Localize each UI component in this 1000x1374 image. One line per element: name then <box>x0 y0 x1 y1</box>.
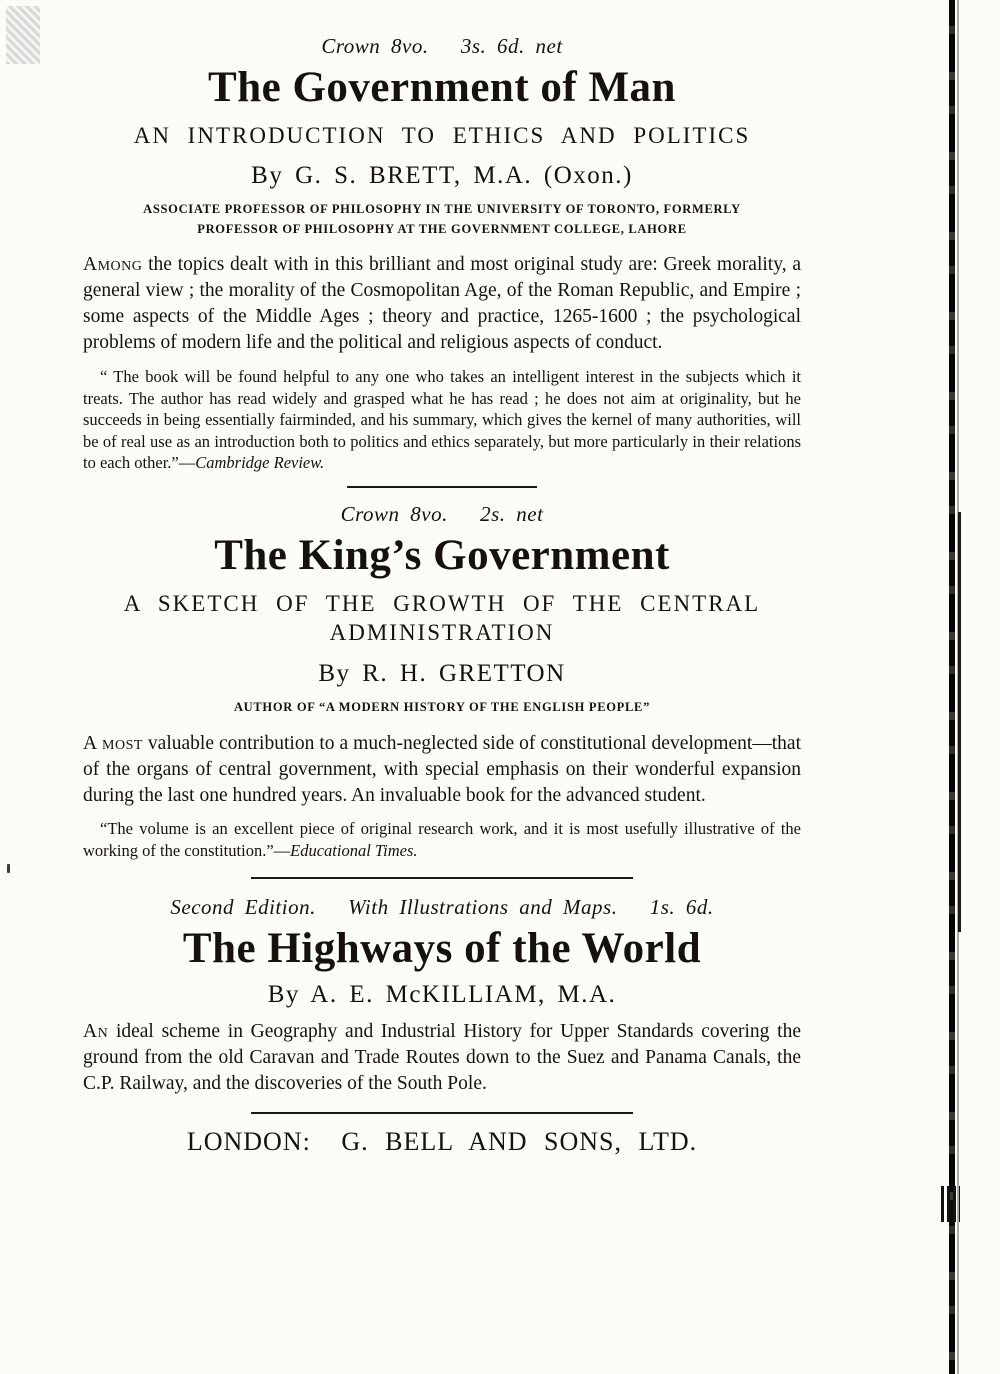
book-description <box>83 731 801 809</box>
format-price-line: Crown 8vo. 2s. net <box>340 501 544 526</box>
book-title: The King’s Government <box>214 531 670 579</box>
press-review <box>83 366 801 474</box>
scan-edge-artifact <box>949 0 955 1374</box>
book-entry-government-of-man <box>83 34 801 474</box>
section-divider <box>251 1112 633 1114</box>
review-source: Educational Times. <box>290 841 418 861</box>
review-text: “ The book will be found helpful to any one who takes an intelligent interest in the subjects which it treats. The author has read widely and grasped what he has read ; he does not aim at originality, but he succeeds in being essentially fairminded, and his summary, which gives the kernel of many authorities, will be of real use as an introduction both to politics and ethics separately, but more particularly in their relations to each other.”— <box>83 366 801 473</box>
book-author-byline: By A. E. McKILLIAM, M.A. <box>267 981 617 1009</box>
format-price-line: Second Edition. With Illustrations and Maps. 1s. 6d. <box>170 894 714 919</box>
book-subtitle: A SKETCH OF THE GROWTH OF THE CENTRAL ADMINISTRATION <box>123 590 761 646</box>
book-description <box>83 252 801 356</box>
author-credit: ASSOCIATE PROFESSOR OF PHILOSOPHY IN THE UNIVERSITY OF TORONTO, FORMERLY PROFESSOR OF PHILOSOPHY AT THE GOVERNMENT COLLEGE, LAHORE <box>143 202 741 236</box>
publisher-imprint: LONDON: G. BELL AND SONS, LTD. <box>186 1127 698 1157</box>
scan-speck-artifact <box>7 864 10 873</box>
book-title: The Highways of the World <box>182 924 702 972</box>
book-author-byline: By R. H. GRETTON <box>318 660 566 688</box>
book-subtitle: AN INTRODUCTION TO ETHICS AND POLITICS <box>133 122 751 148</box>
book-description <box>83 1019 801 1097</box>
description-lead-word: An <box>83 1021 109 1043</box>
book-entry-kings-government <box>83 502 801 862</box>
description-lead-word: A most <box>83 732 143 754</box>
page-content <box>83 34 801 1157</box>
description-text: the topics dealt with in this brilliant and most original study are: Greek morality, a general view ; the morality of the Cosmopolitan Age, of the Roman Republic, and Empire ; some aspects of the Middle Ages ; theory and practice, 1265-1600 ; the psychological problems of modern life and the political and religious aspects of conduct. <box>83 254 801 353</box>
section-divider <box>251 877 633 879</box>
description-text: ideal scheme in Geography and Industrial History for Upper Standards covering the ground from the old Caravan and Trade Routes down to the Suez and Panama Canals, the C.P. Railway, and the discoveries of the South Pole. <box>83 1021 801 1095</box>
press-review <box>83 818 801 861</box>
description-text: valuable contribution to a much-neglected side of constitutional development—that of the organs of central government, with special emphasis on their wonderful expansion during the last one hundred years. An invaluable book for the advanced student. <box>83 732 802 806</box>
book-title: The Government of Man <box>208 64 676 111</box>
scan-edge-artifact-faint <box>957 0 959 1374</box>
scan-blot-artifact <box>941 1186 960 1222</box>
book-author-byline: By G. S. BRETT, M.A. (Oxon.) <box>251 162 633 190</box>
book-entry-highways-of-the-world <box>83 895 801 1097</box>
section-divider <box>347 486 537 488</box>
scan-noise-artifact <box>6 6 40 64</box>
format-price-line: Crown 8vo. 3s. 6d. net <box>321 34 563 58</box>
review-text: “The volume is an excellent piece of original research work, and it is most usefully illustrative of the working of the constitution.”— <box>83 819 801 861</box>
review-source: Cambridge Review. <box>195 453 325 473</box>
description-lead-word: Among <box>83 254 143 276</box>
author-credit: AUTHOR OF “A MODERN HISTORY OF THE ENGLISH PEOPLE” <box>233 700 651 715</box>
